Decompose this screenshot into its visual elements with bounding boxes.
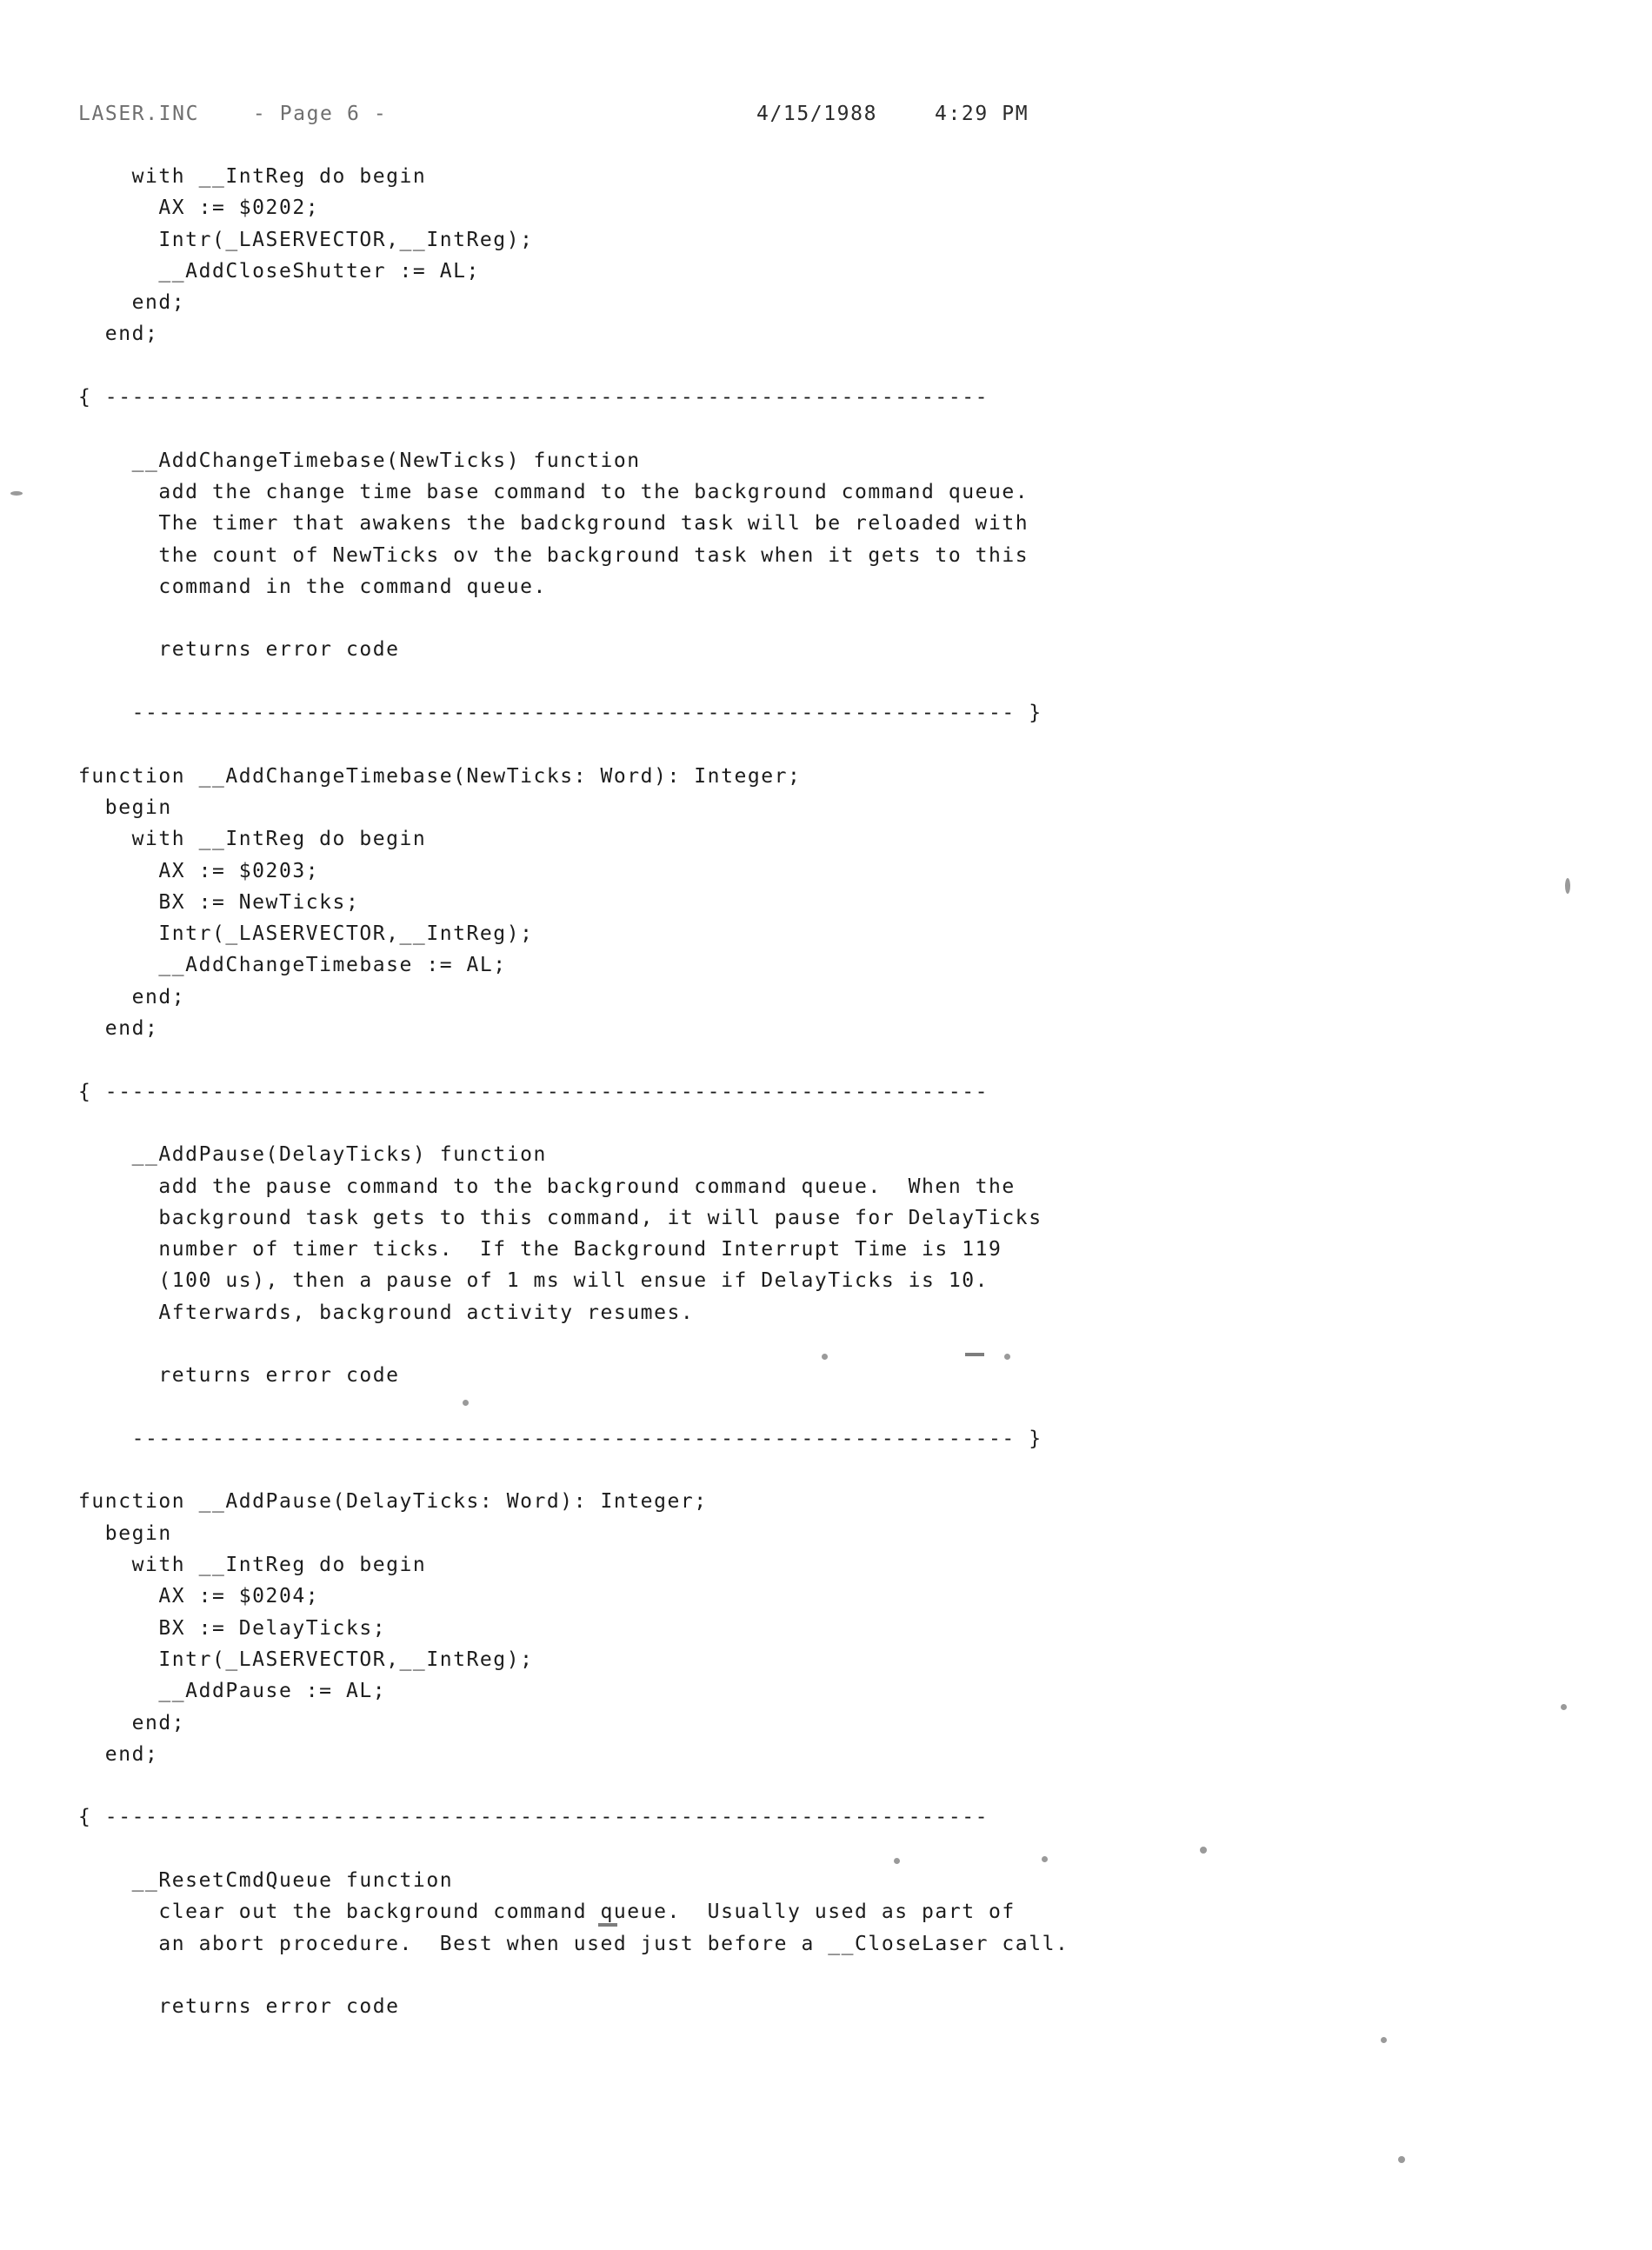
scan-speck	[1042, 1856, 1048, 1862]
document-line: returns error code	[78, 1364, 400, 1388]
document-line: __AddPause := AL;	[78, 1680, 387, 1703]
document-line: Afterwards, background activity resumes.	[78, 1301, 695, 1324]
document-line: returns error code	[78, 1995, 400, 2019]
document-line: BX := DelayTicks;	[78, 1616, 387, 1640]
document-line	[78, 1044, 1609, 1075]
scan-speck	[1004, 1354, 1010, 1360]
document-line: AX := $0202;	[78, 196, 320, 220]
document-line: __ResetCmdQueue function	[78, 1869, 454, 1893]
document-line: Intr(_LASERVECTOR,__IntReg);	[78, 922, 534, 946]
document-line	[78, 413, 1609, 444]
document-line: __AddChangeTimebase(NewTicks) function	[78, 449, 641, 472]
document-line: ------------------------------------------------------------------ }	[78, 1427, 1042, 1450]
document-line: background task gets to this command, it will pause for DelayTicks	[78, 1206, 1042, 1229]
document-line	[78, 602, 1609, 634]
document-line	[78, 1455, 1609, 1486]
document-line	[78, 350, 1609, 382]
document-body	[78, 161, 1609, 2023]
header-time: 4:29 PM	[935, 103, 1029, 125]
document-line: BX := NewTicks;	[78, 890, 360, 914]
document-line: The timer that awakens the badckground task will be reloaded with	[78, 512, 1029, 536]
document-line: Intr(_LASERVECTOR,__IntReg);	[78, 228, 534, 251]
document-line: number of timer ticks. If the Background Interrupt Time is 119	[78, 1238, 1003, 1261]
header-date: 4/15/1988	[756, 103, 878, 125]
document-line: returns error code	[78, 638, 400, 662]
scan-speck	[1398, 2156, 1405, 2163]
scan-speck	[822, 1354, 828, 1360]
scan-dash	[965, 1353, 984, 1356]
scan-speck	[1200, 1847, 1207, 1854]
document-line	[78, 1328, 1609, 1360]
document-line: end;	[78, 323, 159, 346]
document-line: Intr(_LASERVECTOR,__IntReg);	[78, 1648, 534, 1671]
document-line: the count of NewTicks ov the background task when it gets to this	[78, 543, 1029, 567]
document-line: command in the command queue.	[78, 575, 547, 598]
document-line: an abort procedure. Best when used just before a __CloseLaser call.	[78, 1932, 1069, 1955]
page-header	[78, 103, 1574, 125]
document-line: end;	[78, 1017, 159, 1041]
document-line: { ------------------------------------------------------------------	[78, 386, 989, 409]
document-line	[78, 1770, 1609, 1801]
document-line	[78, 1960, 1609, 1991]
document-line: begin	[78, 795, 172, 819]
document-line: begin	[78, 1521, 172, 1545]
scan-speck	[463, 1400, 469, 1406]
document-line	[78, 1392, 1609, 1423]
scan-speck	[10, 491, 23, 496]
scan-speck	[894, 1858, 900, 1864]
document-line: __AddCloseShutter := AL;	[78, 259, 480, 283]
document-line	[78, 1108, 1609, 1139]
document-line: ------------------------------------------------------------------ }	[78, 702, 1042, 725]
document-line: AX := $0204;	[78, 1585, 320, 1608]
document-line: __AddPause(DelayTicks) function	[78, 1143, 547, 1167]
header-file-and-page: LASER.INC - Page 6 -	[78, 103, 388, 125]
document-line: (100 us), then a pause of 1 ms will ensue if DelayTicks is 10.	[78, 1269, 989, 1293]
document-line: add the pause command to the background command queue. When the	[78, 1175, 1016, 1198]
document-line: end;	[78, 1711, 186, 1734]
document-line: AX := $0203;	[78, 859, 320, 882]
document-line: end;	[78, 291, 186, 315]
document-line: __AddChangeTimebase := AL;	[78, 954, 507, 977]
document-line	[78, 666, 1609, 697]
document-line	[78, 1834, 1609, 1865]
scan-speck	[1561, 1704, 1567, 1710]
document-line: add the change time base command to the background command queue.	[78, 480, 1029, 503]
document-line: { ------------------------------------------------------------------	[78, 1806, 989, 1829]
document-line: end;	[78, 985, 186, 1009]
document-line: with __IntReg do begin	[78, 828, 427, 851]
document-line: with __IntReg do begin	[78, 1554, 427, 1577]
scan-speck	[1565, 878, 1570, 894]
document-line: function __AddPause(DelayTicks: Word): Integer;	[78, 1490, 708, 1514]
document-line: end;	[78, 1742, 159, 1766]
document-line: clear out the background command queue. Usually used as part of	[78, 1901, 1016, 1924]
document-line: function __AddChangeTimebase(NewTicks: Word): Integer;	[78, 764, 802, 788]
document-line: { ------------------------------------------------------------------	[78, 1080, 989, 1103]
scan-dash	[598, 1923, 617, 1927]
document-line: with __IntReg do begin	[78, 165, 427, 188]
scan-speck	[1381, 2037, 1387, 2043]
document-line	[78, 729, 1609, 760]
